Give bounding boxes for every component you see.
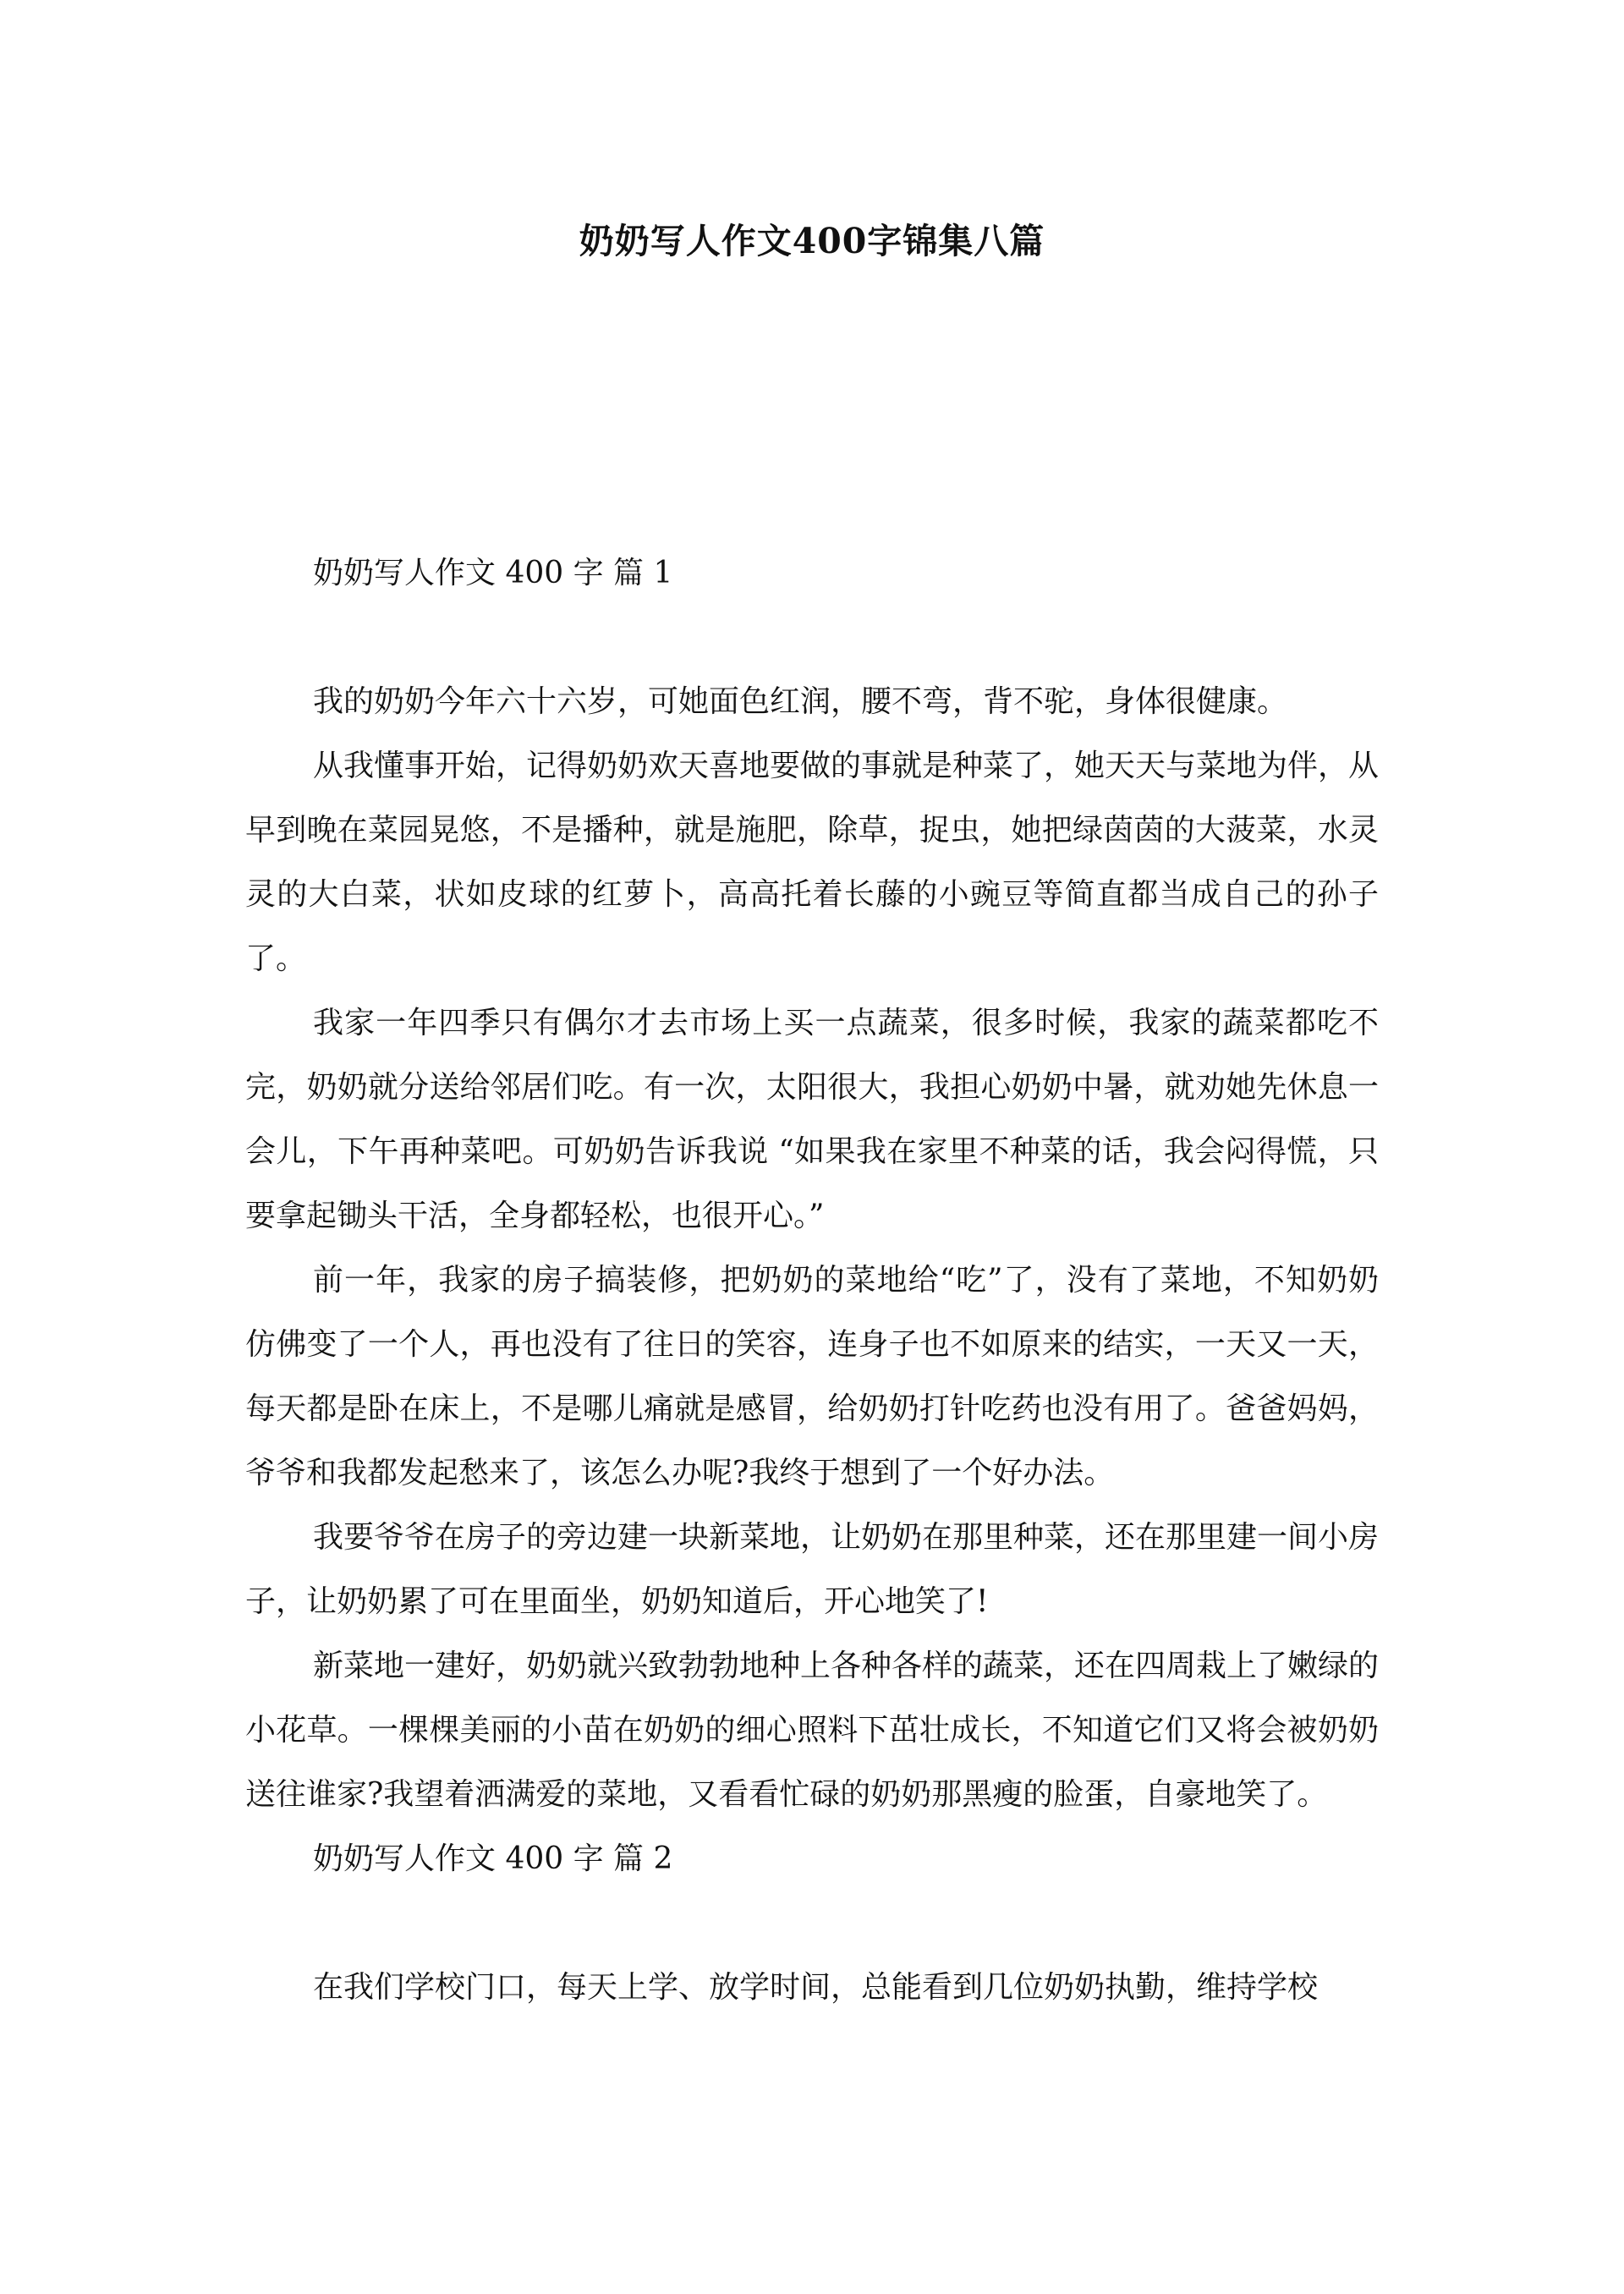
section-1-paragraph: 我的奶奶今年六十六岁，可她面色红润，腰不弯，背不驼，身体很健康。 (313, 684, 1288, 719)
section-1-paragraph: 我家一年四季只有偶尔才去市场上买一点蔬菜，很多时候，我家的蔬菜都吃不完，奶奶就分送给邻居们吃。有一次，太阳很大，我担心奶奶中暑，就劝她先休息一会儿，下午再种菜吧。可奶奶告诉我说 “如果我在家里不种菜的话，我会闷得慌，只要拿起锄头干活，全身都轻松，也很开心。” (245, 1006, 1379, 1233)
section-2-heading: 奶奶写人作文 400 字 篇 2 (313, 1841, 673, 1876)
section-1-spacer (245, 606, 1379, 670)
section-2-spacer (245, 1891, 1379, 1956)
section-1-heading: 奶奶写人作文 400 字 篇 1 (313, 556, 673, 590)
document-title: 奶奶写人作文400字锦集八篇 (579, 221, 1045, 261)
document-body (245, 541, 1379, 2020)
section-1-paragraph: 我要爷爷在房子的旁边建一块新菜地，让奶奶在那里种菜，还在那里建一间小房子，让奶奶累了可在里面坐，奶奶知道后，开心地笑了! (245, 1520, 1380, 1619)
section-2-paragraph: 在我们学校门口，每天上学、放学时间，总能看到几位奶奶执勤，维持学校 (313, 1970, 1319, 2005)
section-1-paragraph: 前一年，我家的房子搞装修，把奶奶的菜地给“吃”了，没有了菜地，不知奶奶仿佛变了一个人，再也没有了往日的笑容，连身子也不如原来的结实，一天又一天，每天都是卧在床上，不是哪儿痛就是感冒，给奶奶打针吃药也没有用了。爸爸妈妈，爷爷和我都发起愁来了，该怎么办呢?我终于想到了一个好办法。 (245, 1263, 1379, 1490)
section-1-paragraph: 新菜地一建好，奶奶就兴致勃勃地种上各种各样的蔬菜，还在四周栽上了嫩绿的小花草。一棵棵美丽的小苗在奶奶的细心照料下茁壮成长，不知道它们又将会被奶奶送往谁家?我望着洒满爱的菜地，又看看忙碌的奶奶那黑瘦的脸蛋，自豪地笑了。 (245, 1649, 1380, 1812)
section-1-paragraph: 从我懂事开始，记得奶奶欢天喜地要做的事就是种菜了，她天天与菜地为伴，从早到晚在菜园晃悠，不是播种，就是施肥，除草，捉虫，她把绿茵茵的大菠菜，水灵灵的大白菜，状如皮球的红萝卜，高高托着长藤的小豌豆等简直都当成自己的孙子了。 (245, 749, 1380, 976)
